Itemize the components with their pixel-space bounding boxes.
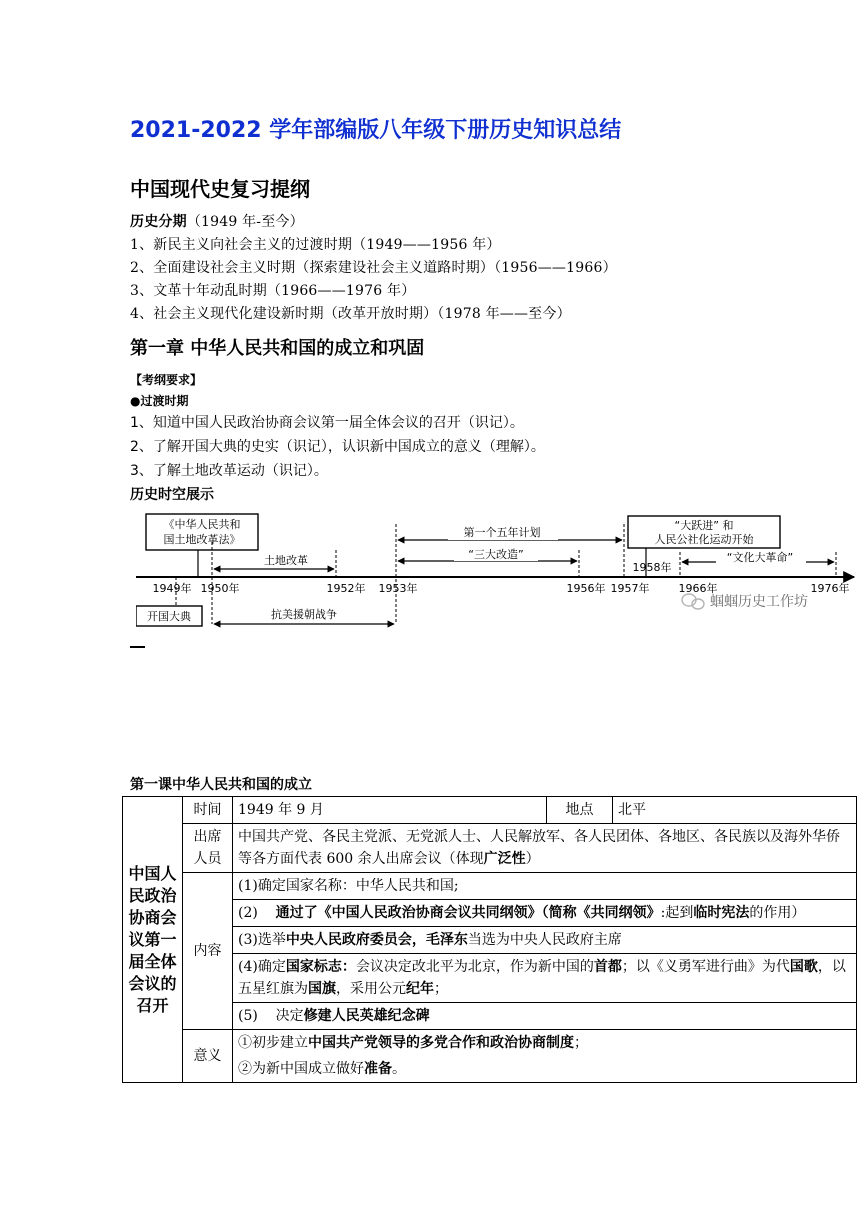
table-row xyxy=(123,927,857,954)
significance-item: ①初步建立中国共产党领导的多党合作和政治协商制度； xyxy=(233,1030,857,1057)
land-reform-label: 土地改革 xyxy=(264,554,308,567)
significance-label: 意义 xyxy=(183,1030,233,1083)
five-year-plan-label: 第一个五年计划 xyxy=(463,526,541,539)
history-timeline xyxy=(136,512,860,634)
table-row xyxy=(123,1056,857,1083)
place-value: 北平 xyxy=(613,797,857,824)
content-item: (2) 通过了《中国人民政治协商会议共同纲领》（简称《共同纲领》:起到临时宪法的作用） xyxy=(233,900,857,927)
period-item: 3、文革十年动乱时期（1966——1976 年） xyxy=(130,283,416,299)
wechat-icon xyxy=(682,594,704,609)
transition-period-label: ●过渡时期 xyxy=(130,394,189,408)
document-title: 2021-2022 学年部编版八年级下册历史知识总结 xyxy=(130,118,622,143)
lesson-title: 第一课中华人民共和国的成立 xyxy=(130,777,312,793)
table-row xyxy=(123,873,857,900)
year-label: 1953年 xyxy=(378,582,418,595)
timeline-heading: 历史时空展示 xyxy=(130,487,214,503)
requirement-item: 3、了解土地改革运动（识记）。 xyxy=(130,463,328,479)
time-label: 时间 xyxy=(183,797,233,824)
great-leap-label: “大跃进” 和 xyxy=(674,519,734,532)
periods-heading xyxy=(130,211,304,231)
periods-heading-range: （1949 年-至今） xyxy=(186,214,304,230)
korean-war-label: 抗美援朝战争 xyxy=(271,608,337,621)
table-row xyxy=(123,824,857,873)
requirement-item: 1、知道中国人民政治协商会议第一届全体会议的召开（识记）。 xyxy=(130,415,524,431)
exam-requirements-label: 【考纲要求】 xyxy=(130,373,203,387)
place-label: 地点 xyxy=(547,797,613,824)
content-item: (1)确定国家名称：中华人民共和国; xyxy=(233,873,857,900)
year-label: 1950年 xyxy=(200,582,240,595)
outline-heading: 中国现代史复习提纲 xyxy=(130,177,310,201)
table-row xyxy=(123,797,857,824)
period-item: 1、新民主义向社会主义的过渡时期（1949——1956 年） xyxy=(130,237,501,253)
year-label: 1952年 xyxy=(326,582,366,595)
content-item: (3)选举中央人民政府委员会，毛泽东当选为中央人民政府主席 xyxy=(233,927,857,954)
watermark-text: 蝈蝈历史工作坊 xyxy=(710,594,808,610)
dash-mark xyxy=(130,646,145,648)
row-head: 中国人民政治协商会议第一届全体会议的召开 xyxy=(123,797,183,1083)
table-row xyxy=(123,1003,857,1030)
chapter-heading: 第一章 中华人民共和国的成立和巩固 xyxy=(130,338,425,359)
periods-heading-bold: 历史分期 xyxy=(130,214,187,230)
period-item: 4、社会主义现代化建设新时期（改革开放时期）（1978 年——至今） xyxy=(130,306,571,322)
significance-item: ②为新中国成立做好准备。 xyxy=(233,1056,857,1083)
year-label: 1956年 xyxy=(566,582,606,595)
time-value: 1949 年 9 月 xyxy=(233,797,547,824)
year-label: 1976年 xyxy=(810,582,850,595)
attendees-value: 中国共产党、各民主党派、无党派人士、人民解放军、各人民团体、各地区、各民族以及海外华侨等各方面代表 600 余人出席会议（体现广泛性） xyxy=(233,824,857,873)
content-item: (5) 决定修建人民英雄纪念碑 xyxy=(233,1003,857,1030)
requirement-item: 2、了解开国大典的史实（识记），认识新中国成立的意义（理解）。 xyxy=(130,439,545,455)
period-item: 2、全面建设社会主义时期（探索建设社会主义道路时期）（1956——1966） xyxy=(130,260,617,276)
communes-label: 人民公社化运动开始 xyxy=(654,533,754,546)
attendees-label: 出席人员 xyxy=(183,824,233,873)
land-law-text: 《中华人民共和 xyxy=(163,518,241,531)
table-row xyxy=(123,954,857,1003)
land-law-text: 国土地改革法》 xyxy=(163,533,241,546)
lesson-table xyxy=(122,796,857,1083)
cultural-revolution-label: “文化大革命” xyxy=(726,551,794,564)
year-label: 1949年 xyxy=(152,582,192,595)
content-item: (4)确定国家标志：会议决定改北平为北京，作为新中国的首都；以《义勇军进行曲》为代国歌，以五星红旗为国旗，采用公元纪年； xyxy=(233,954,857,1003)
three-transformations-label: “三大改造” xyxy=(468,548,524,561)
year-label: 1966年 xyxy=(678,582,718,595)
year-label: 1958年 xyxy=(632,561,672,574)
year-label: 1957年 xyxy=(610,582,650,595)
table-row xyxy=(123,1030,857,1057)
content-label: 内容 xyxy=(183,873,233,1030)
founding-ceremony-label: 开国大典 xyxy=(147,610,191,623)
table-row xyxy=(123,900,857,927)
